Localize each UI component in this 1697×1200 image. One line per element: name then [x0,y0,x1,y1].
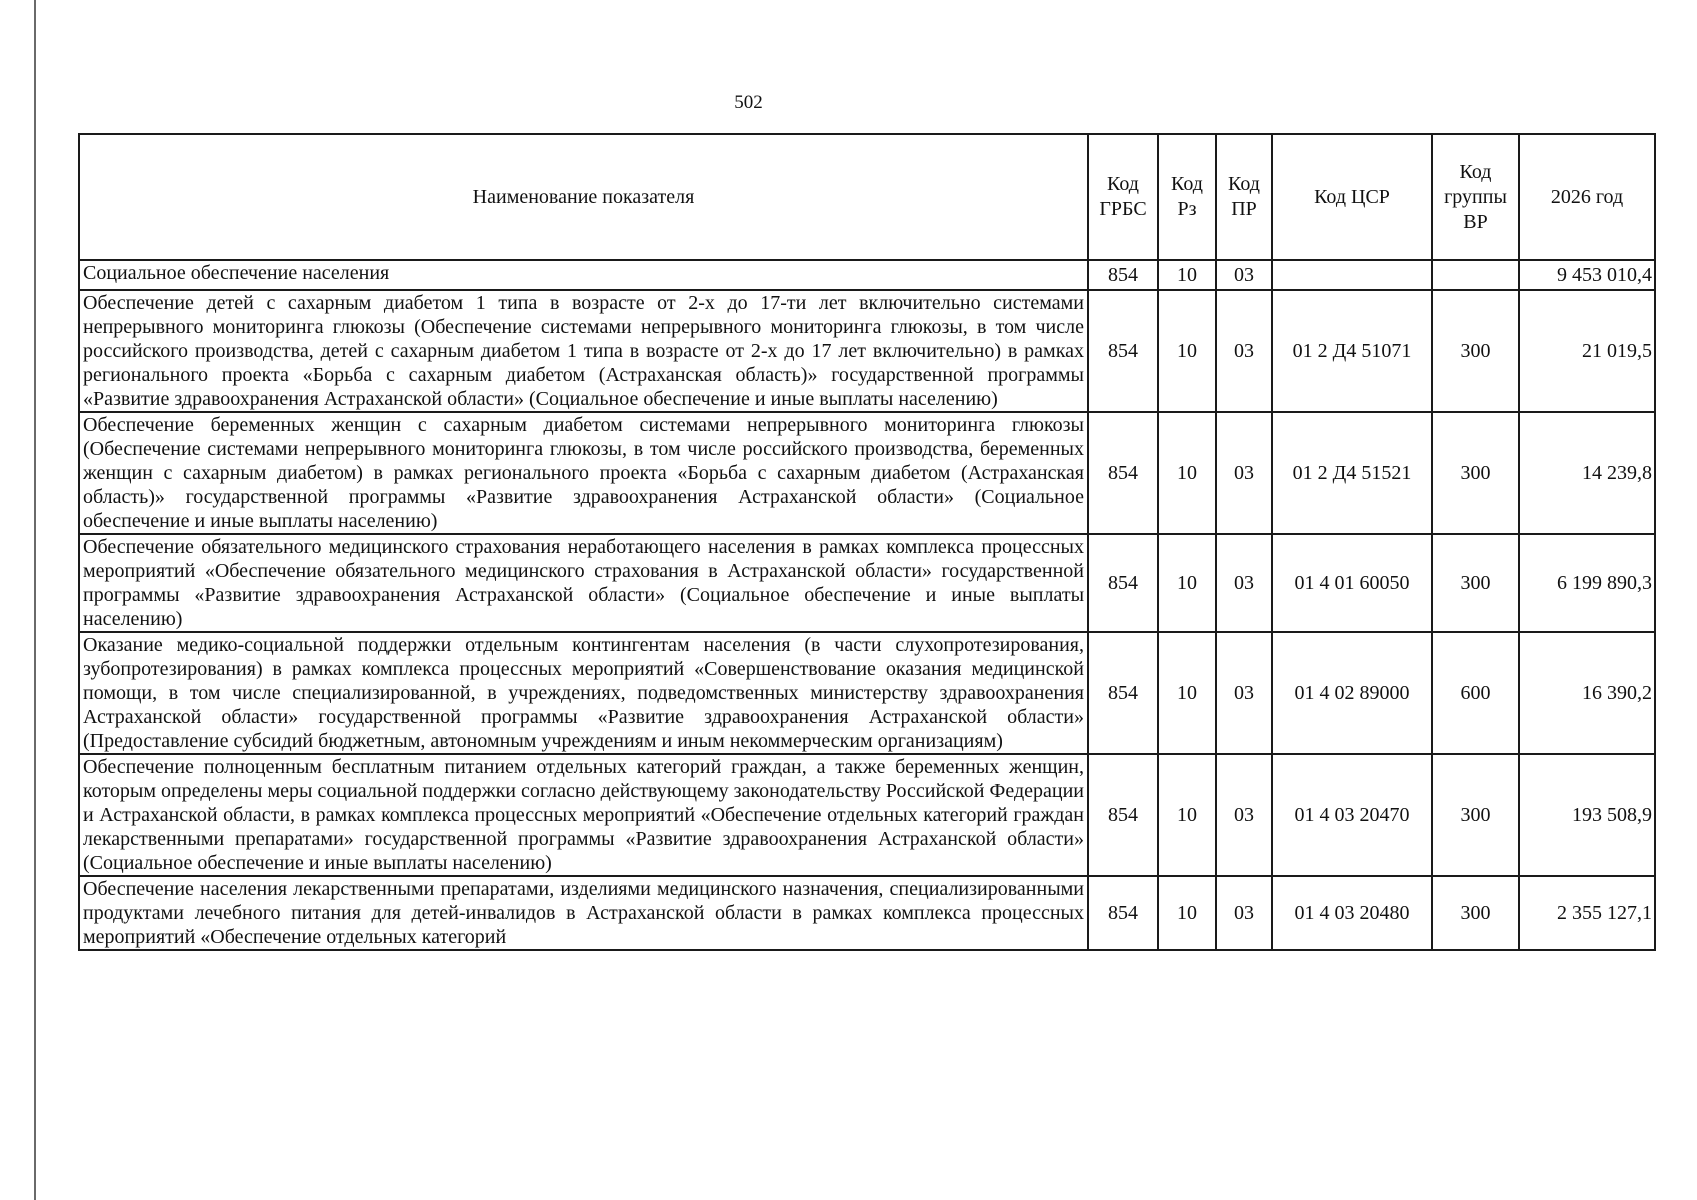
row-rz-code: 10 [1158,260,1216,290]
row-csr-code: 01 4 02 89000 [1272,632,1432,754]
row-indicator-name: Обеспечение полноценным бесплатным питанием отдельных категорий граждан, а также беременных женщин, которым определены меры социальной поддержки согласно действующему законодательству Российской Федерации и Астраханской области, в рамках комплекса процессных мероприятий «Обеспечение отдельных категорий граждан лекарственными препаратами» государственной программы «Развитие здравоохранения Астраханской области» (Социальное обеспечение и иные выплаты населению) [79,754,1088,876]
row-grbs-code: 854 [1088,632,1158,754]
row-vr-code: 300 [1432,534,1519,632]
row-vr-code: 300 [1432,876,1519,950]
row-indicator-name-text: Обеспечение населения лекарственными препаратами, изделиями медицинского назначения, специализированными продуктами лечебного питания для детей-инвалидов в Астраханской области в рамках комплекса процессных мероприятий «Обеспечение отдельных категорий [83,878,1084,948]
table-row [79,632,1655,754]
row-grbs-code: 854 [1088,534,1158,632]
row-pr-code: 03 [1216,260,1272,290]
row-rz-code: 10 [1158,876,1216,950]
row-grbs-code: 854 [1088,876,1158,950]
table-row [79,754,1655,876]
row-pr-code: 03 [1216,290,1272,412]
row-amount-2026: 6 199 890,3 [1519,534,1655,632]
row-rz-code: 10 [1158,754,1216,876]
row-indicator-name [79,876,1088,950]
row-csr-code [1272,260,1432,290]
row-pr-code: 03 [1216,412,1272,534]
row-vr-code: 600 [1432,632,1519,754]
header-pr-code: Код ПР [1216,134,1272,260]
row-grbs-code: 854 [1088,754,1158,876]
row-pr-code: 03 [1216,534,1272,632]
row-amount-2026: 9 453 010,4 [1519,260,1655,290]
row-amount-2026: 21 019,5 [1519,290,1655,412]
row-indicator-name: Обеспечение беременных женщин с сахарным диабетом системами непрерывного мониторинга глюкозы (Обеспечение системами непрерывного мониторинга глюкозы, в том числе российского производства, беременных женщин с сахарным диабетом) в рамках регионального проекта «Борьба с сахарным диабетом (Астраханская область)» государственной программы «Развитие здравоохранения Астраханской области» (Социальное обеспечение и иные выплаты населению) [79,412,1088,534]
header-csr-code: Код ЦСР [1272,134,1432,260]
row-vr-code: 300 [1432,290,1519,412]
row-indicator-name: Социальное обеспечение населения [79,260,1088,290]
table-row [79,876,1655,950]
page-binding-line [34,0,36,1200]
row-csr-code: 01 4 03 20470 [1272,754,1432,876]
row-grbs-code: 854 [1088,290,1158,412]
row-amount-2026: 16 390,2 [1519,632,1655,754]
row-pr-code: 03 [1216,876,1272,950]
header-rz-code: Код Рз [1158,134,1216,260]
header-grbs-code: Код ГРБС [1088,134,1158,260]
row-csr-code: 01 2 Д4 51071 [1272,290,1432,412]
row-indicator-name: Оказание медико-социальной поддержки отдельным контингентам населения (в части слухопротезирования, зубопротезирования) в рамках комплекса процессных мероприятий «Совершенствование оказания медицинской помощи, в том числе специализированной, в учреждениях, подведомственных министерству здравоохранения Астраханской области» государственной программы «Развитие здравоохранения Астраханской области» (Предоставление субсидий бюджетным, автономным учреждениям и иным некоммерческим организациям) [79,632,1088,754]
table-row [79,534,1655,632]
row-rz-code: 10 [1158,534,1216,632]
budget-table [78,133,1656,951]
row-vr-code [1432,260,1519,290]
table-header-row [79,134,1655,260]
row-csr-code: 01 4 01 60050 [1272,534,1432,632]
row-vr-code: 300 [1432,412,1519,534]
row-csr-code: 01 2 Д4 51521 [1272,412,1432,534]
row-amount-2026: 193 508,9 [1519,754,1655,876]
row-amount-2026: 14 239,8 [1519,412,1655,534]
row-amount-2026: 2 355 127,1 [1519,876,1655,950]
table-row [79,290,1655,412]
table-row [79,412,1655,534]
row-indicator-name: Обеспечение обязательного медицинского страхования неработающего населения в рамках комплекса процессных мероприятий «Обеспечение обязательного медицинского страхования в Астраханской области» государственной программы «Развитие здравоохранения Астраханской области» (Социальное обеспечение и иные выплаты населению) [79,534,1088,632]
row-pr-code: 03 [1216,632,1272,754]
header-vr-group-code: Код группы ВР [1432,134,1519,260]
row-csr-code: 01 4 03 20480 [1272,876,1432,950]
row-vr-code: 300 [1432,754,1519,876]
header-indicator-name: Наименование показателя [79,134,1088,260]
row-rz-code: 10 [1158,632,1216,754]
row-rz-code: 10 [1158,412,1216,534]
page-number: 502 [734,92,763,113]
table-row [79,260,1655,290]
row-rz-code: 10 [1158,290,1216,412]
row-grbs-code: 854 [1088,260,1158,290]
row-grbs-code: 854 [1088,412,1158,534]
row-indicator-name: Обеспечение детей с сахарным диабетом 1 типа в возрасте от 2-х до 17-ти лет включительно системами непрерывного мониторинга глюкозы (Обеспечение системами непрерывного мониторинга глюкозы, в том числе российского производства, детей с сахарным диабетом 1 типа в возрасте от 2-х до 17 лет включительно) в рамках регионального проекта «Борьба с сахарным диабетом (Астраханская область)» государственной программы «Развитие здравоохранения Астраханской области» (Социальное обеспечение и иные выплаты населению) [79,290,1088,412]
header-year-2026: 2026 год [1519,134,1655,260]
row-pr-code: 03 [1216,754,1272,876]
